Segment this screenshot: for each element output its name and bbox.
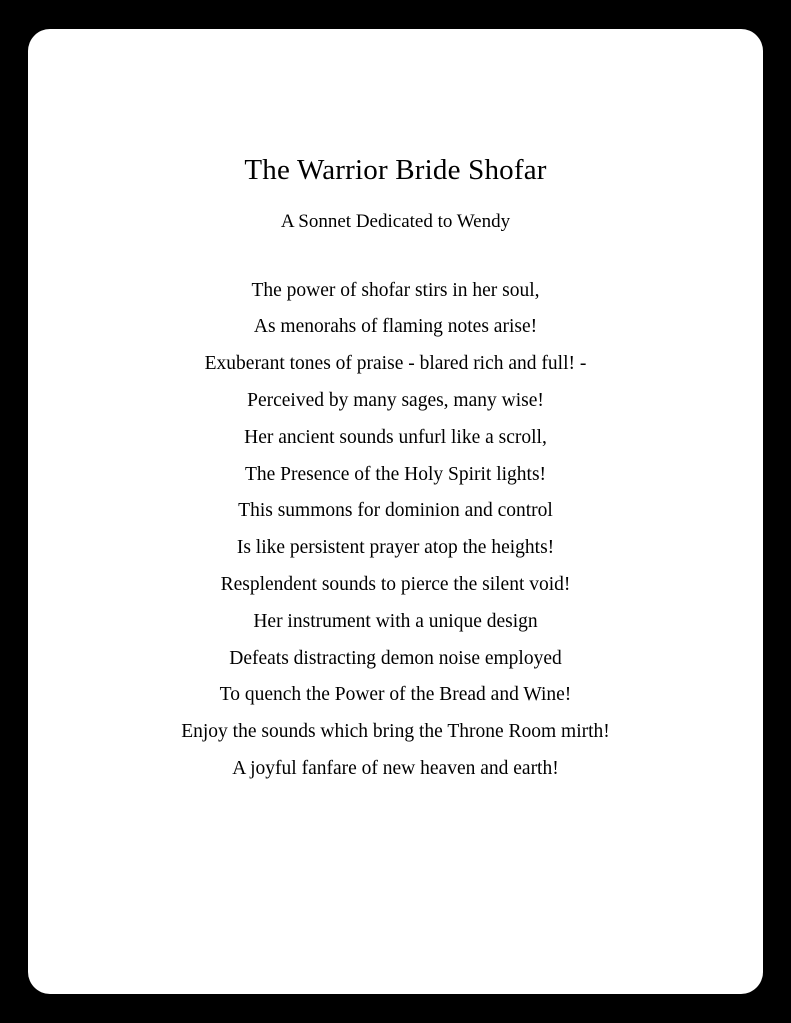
poem-line: Perceived by many sages, many wise! — [247, 389, 544, 411]
poem-line: Is like persistent prayer atop the heights! — [236, 537, 555, 559]
poem-line: The Presence of the Holy Spirit lights! — [244, 463, 547, 485]
poem-line: As menorahs of flaming notes arise! — [253, 316, 538, 338]
poem-line: Exuberant tones of praise - blared rich and full! - — [204, 353, 587, 375]
poem-line: Her instrument with a unique design — [253, 610, 538, 632]
page-title: The Warrior Bride Shofar — [244, 154, 547, 186]
poem-line: The power of shofar stirs in her soul, — [251, 279, 540, 301]
poem-line: Her ancient sounds unfurl like a scroll, — [244, 426, 547, 448]
page-subtitle: A Sonnet Dedicated to Wendy — [280, 210, 511, 232]
poem-line: This summons for dominion and control — [238, 500, 553, 522]
document-page — [28, 29, 763, 994]
poem-line: To quench the Power of the Bread and Wine! — [219, 684, 572, 706]
poem-lines — [28, 234, 763, 788]
poem-line: A joyful fanfare of new heaven and earth! — [232, 757, 559, 779]
poem-container — [28, 29, 763, 788]
poem-line: Enjoy the sounds which bring the Throne Room mirth! — [181, 721, 610, 743]
poem-line: Defeats distracting demon noise employed — [229, 647, 562, 669]
poem-line: Resplendent sounds to pierce the silent void! — [220, 573, 571, 595]
